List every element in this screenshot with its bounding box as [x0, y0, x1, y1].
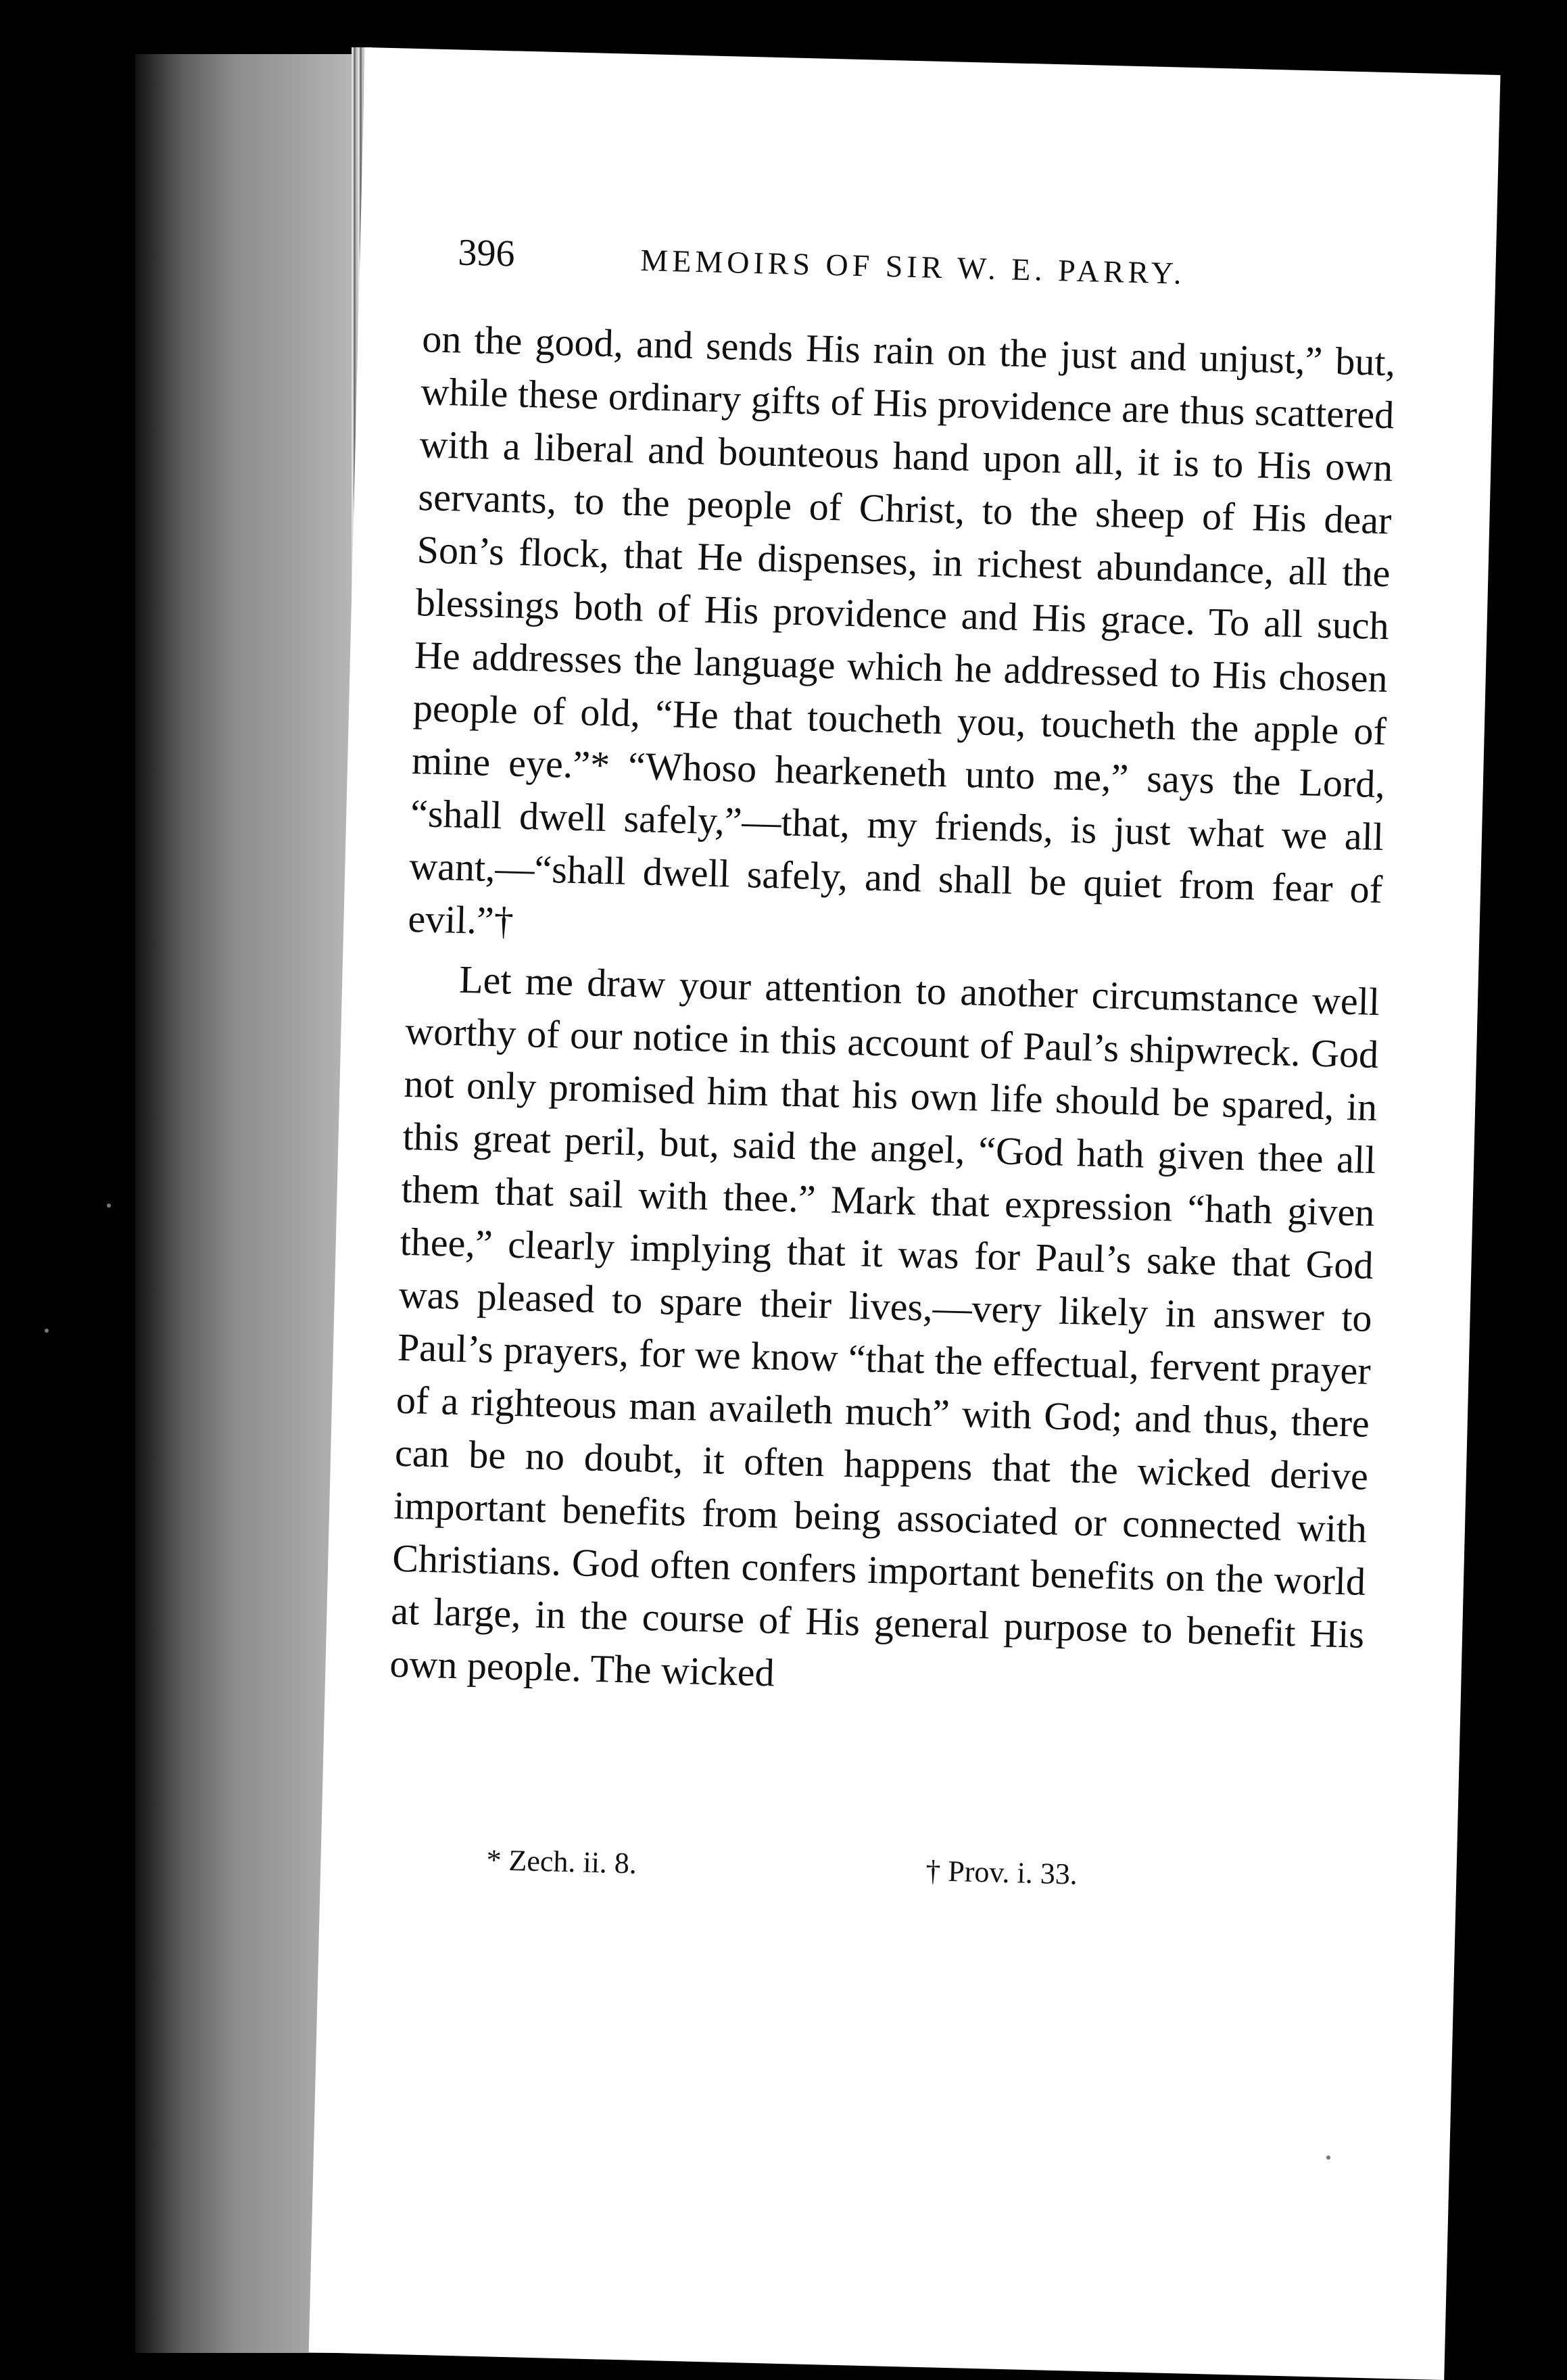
- footnotes: [486, 1842, 1298, 1903]
- running-head: MEMOIRS OF SIR W. E. PARRY.: [640, 243, 1186, 291]
- dust-speck: [45, 1329, 49, 1333]
- paragraph-1: on the good, and sends His rain on the just and unjust,” but, while these ordinary gifts of His providence are thus scattered with a liberal and bounteous hand upon all, it is to His own servants, to the people of Christ, to the sheep of His dear Son’s flock, that He dispenses, in richest abundance, all the blessings both of His providence and His grace. To all such He addresses the language which he addressed to His chosen people of old, “He that toucheth you, toucheth the apple of mine eye.”* “Whoso hearkeneth unto me,” says the Lord, “shall dwell safely,”—that, my friends, is just what we all want,—“shall dwell safely, and shall be quiet from fear of evil.”†: [407, 316, 1396, 943]
- footnote-2: † Prov. i. 33.: [925, 1854, 1078, 1891]
- dust-speck: [107, 1204, 111, 1208]
- right-scan-border: [1503, 0, 1567, 2353]
- dust-speck: [1326, 2156, 1330, 2160]
- page-header: [457, 231, 1384, 314]
- page-number: 396: [457, 231, 516, 275]
- footnote-1: * Zech. ii. 8.: [485, 1843, 637, 1880]
- paragraph-2: Let me draw your attention to another circumstance well worthy of our notice in this account of Paul’s shipwreck. God not only promised him that his own life should be spared, in this great peril, but, said the angel, “God hath given thee all them that sail with thee.” Mark that expression “hath given thee,” clearly implying that it was for Paul’s sake that God was pleased to spare their lives,—very likely in answer to Paul’s prayers, for we know “that the effectual, fervent prayer of a righteous man availeth much” with God; and thus, there can be no doubt, it often happens that the wicked derive important benefits from being associated or connected with Christians. God often confers important benefits on the world at large, in the course of His general purpose to benefit His own people. The wicked: [389, 957, 1380, 1695]
- printed-page: [309, 47, 1501, 2380]
- body-text: [389, 312, 1396, 1714]
